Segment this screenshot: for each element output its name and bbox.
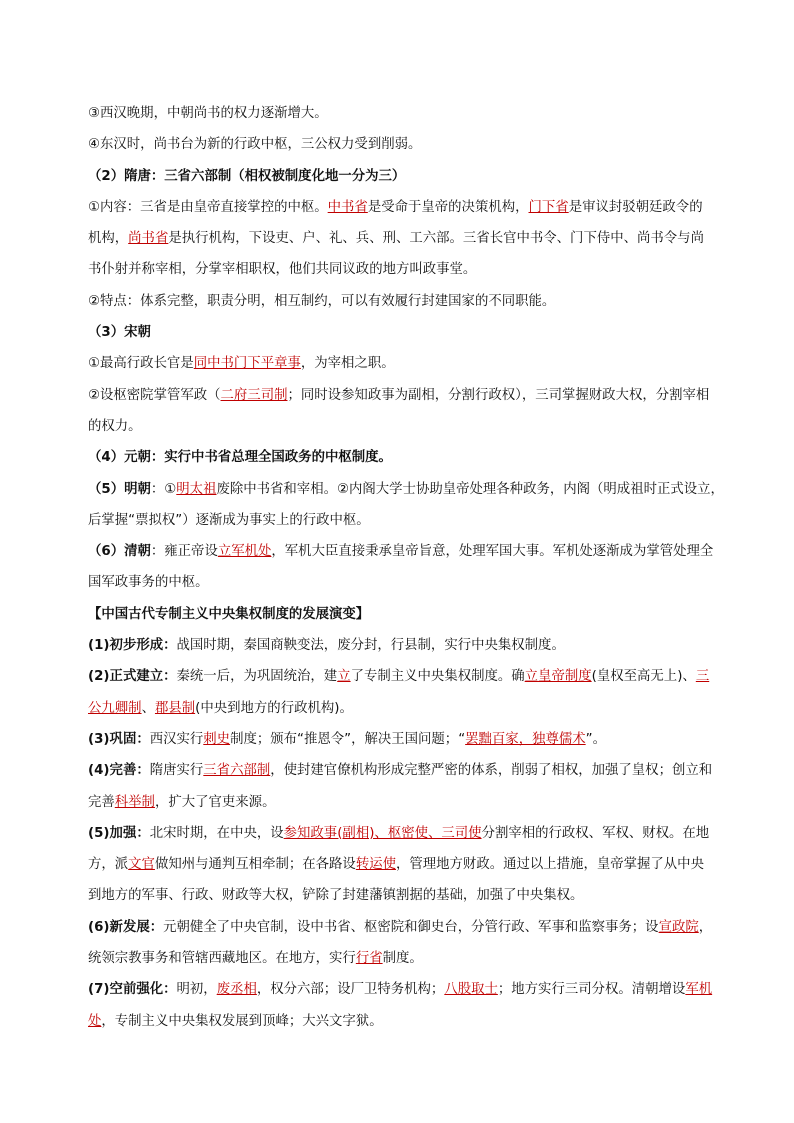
text-line	[88, 755, 728, 786]
text-line	[88, 818, 728, 849]
highlighted-term: 科举制	[114, 794, 155, 810]
text-line	[88, 505, 728, 536]
text-segment: (1)初步形成：	[88, 638, 177, 654]
highlighted-term: 立皇帝制度	[524, 669, 592, 685]
text-line	[88, 286, 728, 317]
text-segment: 机构，	[88, 231, 129, 247]
text-segment: ②特点：体系完整，职责分明，相互制约，可以有效履行封建国家的不同职能。	[88, 293, 556, 309]
text-segment: ，为宰相之职。	[300, 356, 395, 372]
text-segment: 分割宰相的行政权、军权、财权。在地	[481, 825, 710, 841]
text-segment: 国军政事务的中枢。	[88, 575, 209, 591]
text-segment: 完善	[88, 794, 115, 810]
highlighted-term: 罢黜百家，独尊儒术	[465, 731, 586, 747]
document-body	[88, 98, 728, 1037]
highlighted-term: 参知政事(副相)、枢密使、三司使	[283, 825, 482, 841]
text-segment: （2）隋唐：三省六部制（相权被制度化地一分为三）	[88, 168, 406, 184]
text-segment: （6）清朝	[88, 544, 151, 560]
text-segment: (2)正式建立：	[88, 669, 177, 685]
text-line	[88, 192, 728, 223]
highlighted-term: 二府三司制	[220, 387, 288, 403]
text-segment: 书仆射并称宰相，分掌宰相职权，他们共同议政的地方叫政事堂。	[88, 262, 477, 278]
highlighted-term: 三省六部制	[203, 763, 271, 779]
text-line	[88, 724, 728, 755]
text-line	[88, 943, 728, 974]
text-segment: 做知州与通判互相牵制；在各路设	[154, 857, 356, 873]
text-segment: (4)完善：	[88, 763, 150, 779]
text-segment: 到地方的军事、行政、财政等大权，铲除了封建藩镇割据的基础，加强了中央集权。	[88, 888, 584, 904]
highlighted-term: 立军机处	[217, 544, 272, 560]
highlighted-term: 明太祖	[176, 481, 217, 497]
text-segment: 是执行机构，下设吏、户、礼、兵、刑、工六部。三省长官中书令、门下侍中、尚书令与尚	[168, 231, 704, 247]
highlighted-term: 门下省	[528, 199, 569, 215]
text-segment: ；同时设参知政事为副相，分割行政权），三司掌握财政大权，分割宰相	[287, 387, 710, 403]
text-segment: 、	[141, 700, 155, 716]
text-segment: ：①	[150, 481, 177, 497]
text-segment: 西汉实行	[149, 731, 204, 747]
text-segment: (中央到地方的行政机构)。	[195, 700, 353, 716]
text-line	[88, 661, 728, 692]
text-segment: ，使封建官僚机构形成完整严密的体系，削弱了相权，加强了皇权；创立和	[270, 763, 713, 779]
text-line	[88, 693, 728, 724]
text-segment: ①内容：三省是由皇帝直接掌控的中枢。	[88, 199, 328, 215]
highlighted-term: 转运使	[355, 857, 396, 873]
text-segment: 了专制主义中央集权制度。确	[350, 669, 525, 685]
text-line	[88, 630, 728, 661]
text-segment: 方，派	[88, 857, 129, 873]
text-line	[88, 411, 728, 442]
text-line	[88, 348, 728, 379]
highlighted-term: 中书省	[327, 199, 368, 215]
text-line	[88, 787, 728, 818]
text-segment: ，	[698, 919, 713, 935]
text-segment: 北宋时期，在中央，设	[149, 825, 284, 841]
text-segment: 隋唐实行	[149, 763, 204, 779]
highlighted-term: 废丞相	[216, 982, 257, 998]
text-segment: 是审议封驳朝廷政令的	[568, 199, 703, 215]
text-segment: (皇权至高无上)、	[591, 669, 696, 685]
text-line	[88, 254, 728, 285]
text-segment: ；地方实行三司分权。清朝增设	[497, 982, 686, 998]
text-segment: 【中国古代专制主义中央集权制度的发展演变】	[88, 606, 370, 622]
highlighted-term: 文官	[128, 857, 155, 873]
text-segment: (7)空前强化：	[88, 982, 177, 998]
text-line	[88, 442, 728, 473]
text-segment: ：雍正帝设	[150, 544, 218, 560]
text-segment: ”。	[585, 731, 606, 747]
text-segment: ，扩大了官吏来源。	[154, 794, 276, 810]
text-segment: ①最高行政长官是	[88, 356, 194, 372]
text-segment: ③西汉晚期，中朝尚书的权力逐渐增大。	[88, 106, 328, 121]
text-segment: ，军机大臣直接秉承皇帝旨意，处理军国大事。军机处逐渐成为掌管处理全	[271, 544, 714, 560]
text-segment: ，管理地方财政。通过以上措施，皇帝掌握了从中央	[395, 857, 704, 873]
text-segment: (5)加强：	[88, 825, 150, 841]
text-line	[88, 974, 728, 1005]
text-line	[88, 161, 728, 192]
text-line	[88, 880, 728, 911]
text-line	[88, 380, 728, 411]
text-line	[88, 599, 728, 630]
text-line	[88, 567, 728, 598]
text-line	[88, 474, 728, 505]
text-segment: (3)巩固：	[88, 731, 150, 747]
text-segment: 废除中书省和宰相。②内阁大学士协助皇帝处理各种政务，内阁（明成祖时正式设立，	[216, 481, 724, 497]
text-segment: 制度；颁布“推恩令”，解决王国问题；“	[230, 731, 466, 747]
text-segment: ②设枢密院掌管军政（	[88, 387, 221, 403]
highlighted-term: 宣政院	[658, 919, 699, 935]
text-segment: （3）宋朝	[88, 325, 151, 341]
text-segment: 是受命于皇帝的决策机构，	[367, 199, 529, 215]
text-segment: (6)新发展：	[88, 919, 164, 935]
text-segment: 的权力。	[88, 418, 142, 434]
highlighted-term: 刺史	[203, 731, 231, 747]
text-line	[88, 129, 728, 160]
text-line	[88, 849, 728, 880]
text-segment: ，专制主义中央集权发展到顶峰；大兴文字狱。	[101, 1013, 383, 1029]
text-segment: 明初，	[176, 982, 217, 998]
text-segment: 秦统一后，为巩固统治，建	[176, 669, 338, 685]
highlighted-term: 立	[337, 669, 351, 685]
text-segment: 统领宗教事务和管辖西藏地区。在地方，实行	[88, 951, 356, 967]
highlighted-term: 三	[695, 669, 710, 685]
highlighted-term: 军机	[685, 982, 713, 998]
highlighted-term: 八股取士	[444, 982, 498, 998]
text-segment: 元朝健全了中央官制，设中书省、枢密院和御史台，分管行政、军事和监察事务；设	[163, 919, 659, 935]
text-line	[88, 1006, 728, 1037]
highlighted-term: 公九卿制	[88, 700, 142, 716]
text-segment: （4）元朝：实行中书省总理全国政务的中枢制度。	[88, 450, 392, 466]
text-line	[88, 912, 728, 943]
highlighted-term: 尚书省	[128, 231, 169, 247]
text-line	[88, 536, 728, 567]
highlighted-term: 郡县制	[154, 700, 196, 716]
text-segment: 战国时期，秦国商鞅变法，废分封，行县制，实行中央集权制度。	[176, 638, 565, 654]
highlighted-term: 行省	[355, 951, 383, 967]
text-line	[88, 223, 728, 254]
text-line	[88, 317, 728, 348]
text-segment: 后掌握“票拟权”）逐渐成为事实上的行政中枢。	[88, 512, 370, 528]
text-segment: ，权分六部；设厂卫特务机构；	[256, 982, 445, 998]
text-segment: （5）明朝	[88, 481, 151, 497]
highlighted-term: 同中书门下平章事	[193, 356, 301, 372]
highlighted-term: 处	[88, 1013, 102, 1029]
text-line	[88, 98, 728, 129]
text-segment: ④东汉时，尚书台为新的行政中枢，三公权力受到削弱。	[88, 137, 422, 153]
text-segment: 制度。	[382, 951, 423, 967]
